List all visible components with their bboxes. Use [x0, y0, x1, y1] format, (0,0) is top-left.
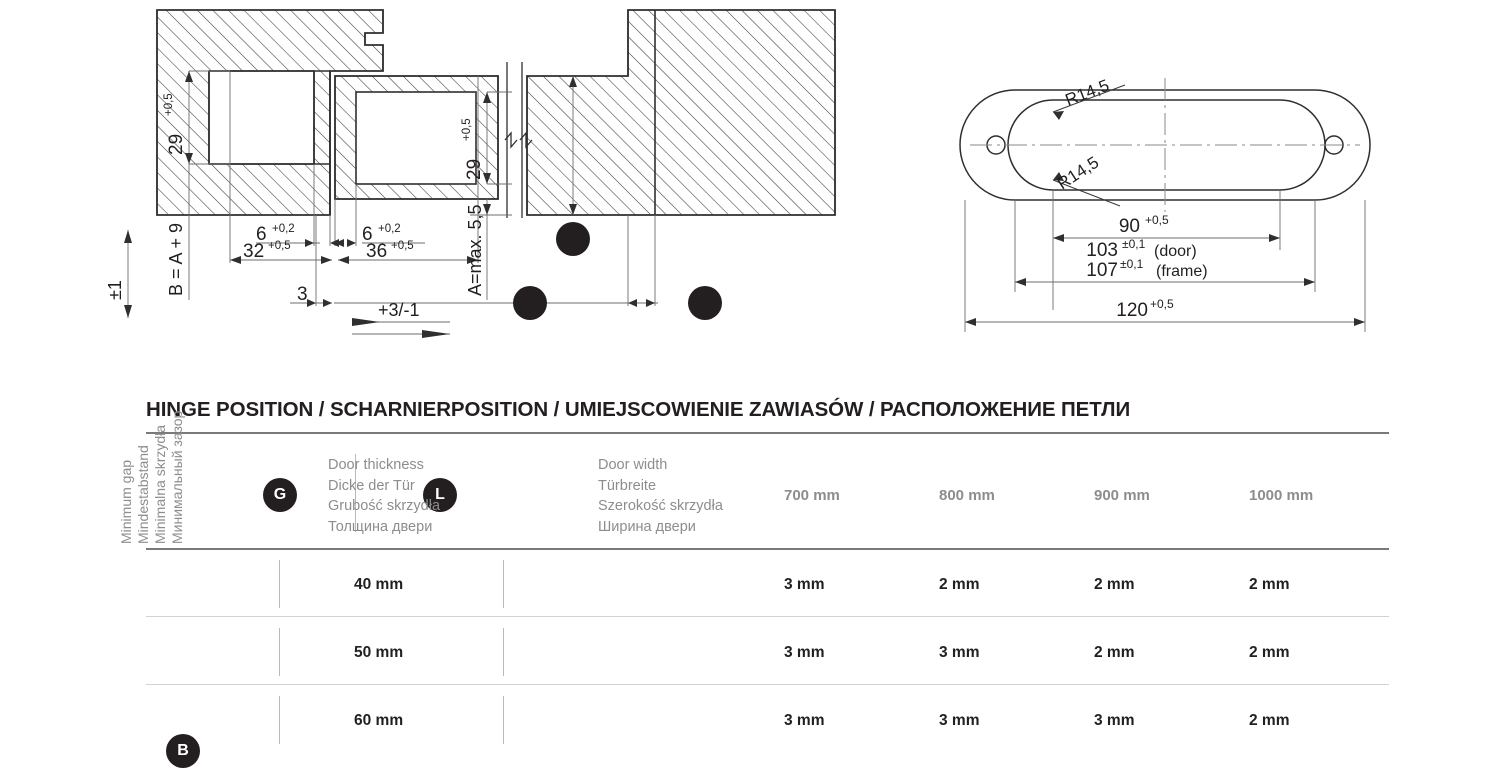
dim-107-tol: ±0,1	[1120, 257, 1144, 271]
door-thickness-ru: Толщина двери	[328, 518, 433, 535]
radius-label-1: R14,5	[1062, 75, 1112, 110]
dim-29-left-tol: +0,5	[163, 93, 175, 116]
cell-r0-c0: 3 mm	[784, 576, 825, 593]
dim-plusminus-1: ±1	[105, 280, 125, 300]
dim-36: 36	[366, 241, 388, 262]
dim-a-max: A=max. 5,5	[465, 204, 485, 296]
table-rule-top	[146, 432, 1389, 434]
dim-b-equals: B = A + 9	[166, 222, 186, 296]
dim-32-tol: +0,5	[268, 240, 291, 252]
dim-120-tol: +0,5	[1150, 297, 1174, 311]
hinge-plate-drawing	[940, 60, 1440, 350]
minimum-gap-ru: Минимальный зазор	[169, 410, 185, 544]
dim-107: 107	[1086, 260, 1118, 281]
dim-90: 90	[1118, 216, 1140, 237]
door-thickness-en: Door thickness	[328, 457, 424, 473]
cell-r1-c3: 2 mm	[1249, 644, 1290, 661]
cell-r0-c2: 2 mm	[1094, 576, 1135, 593]
cell-r0-c1: 2 mm	[939, 576, 980, 593]
hinge-position-table	[118, 410, 1389, 762]
radius-label-2: R14,5	[1053, 152, 1103, 194]
row-divider-left-2	[279, 628, 280, 676]
cell-r2-c3: 2 mm	[1249, 712, 1290, 729]
hinge-section-drawing	[0, 0, 900, 360]
page-title: HINGE POSITION / SCHARNIERPOSITION / UMIEJSCOWIENIE ZAWIASÓW / РАСПОЛОЖЕНИЕ ПЕТЛИ	[146, 398, 1131, 421]
door-width-en: Door width	[598, 457, 668, 473]
row-header-40mm: 40 mm	[354, 576, 404, 593]
door-width-pl: Szerokość skrzydła	[598, 498, 723, 514]
row-divider-left-3	[279, 696, 280, 744]
column-header-900: 900 mm	[1094, 487, 1150, 504]
cell-r2-c1: 3 mm	[939, 712, 980, 729]
door-thickness-pl: Grubość skrzydła	[328, 498, 441, 514]
dim-120: 120	[1116, 300, 1148, 321]
door-pocket	[356, 92, 476, 184]
dim-6-left: 6	[256, 224, 267, 245]
door-thickness-de: Dicke der Tür	[328, 477, 415, 494]
badge-l: L	[423, 478, 457, 512]
cell-r2-c0: 3 mm	[784, 712, 825, 729]
column-header-800: 800 mm	[939, 487, 995, 504]
dim-107-note: (frame)	[1156, 263, 1208, 280]
column-header-700: 700 mm	[784, 487, 840, 504]
cell-r1-c0: 3 mm	[784, 644, 825, 661]
dim-29-mid: 29	[464, 158, 485, 180]
badge-g-drawing-label: G	[566, 233, 580, 250]
door-width-ru: Ширина двери	[598, 518, 696, 535]
dim-90-tol: +0,5	[1145, 213, 1169, 227]
dim-6-right: 6	[362, 224, 373, 245]
door-width-header	[598, 455, 723, 537]
cell-r1-c1: 3 mm	[939, 644, 980, 661]
cell-r0-c3: 2 mm	[1249, 576, 1290, 593]
dim-29-left: 29	[166, 133, 187, 155]
minimum-gap-en: Minimum gap	[118, 459, 134, 544]
row-divider-right-3	[503, 696, 504, 744]
row-divider-right-2	[503, 628, 504, 676]
frame-pocket	[209, 71, 314, 164]
badge-b: B	[166, 734, 200, 768]
dim-29-mid-tol: +0,5	[461, 118, 473, 141]
table-rule-row-2	[146, 684, 1389, 685]
hinge-plate-svg	[940, 60, 1440, 350]
dim-6-left-tol: +0,2	[272, 223, 295, 235]
dim-103-tol: ±0,1	[1122, 237, 1146, 251]
badge-g: G	[263, 478, 297, 512]
dim-32: 32	[243, 241, 265, 262]
minimum-gap-de: Mindestabstand	[135, 445, 151, 544]
dim-103: 103	[1086, 240, 1118, 261]
badge-l-drawing-label: L	[525, 297, 535, 314]
hinge-section-svg	[0, 0, 900, 360]
column-header-1000: 1000 mm	[1249, 487, 1314, 504]
row-divider-right-1	[503, 560, 504, 608]
dim-plus3-minus1: +3/-1	[378, 300, 420, 320]
dim-6-right-tol: +0,2	[378, 223, 401, 235]
door-thickness-header	[328, 455, 440, 537]
row-header-50mm: 50 mm	[354, 644, 404, 661]
table-rule-row-1	[146, 616, 1389, 617]
dim-103-note: (door)	[1154, 243, 1197, 260]
cell-r2-c2: 3 mm	[1094, 712, 1135, 729]
row-divider-left-1	[279, 560, 280, 608]
drawing-badges	[513, 222, 722, 320]
dim-3: 3	[297, 284, 308, 305]
dim-36-tol: +0,5	[391, 240, 414, 252]
table-rule-header	[146, 548, 1389, 550]
cell-r1-c2: 2 mm	[1094, 644, 1135, 661]
door-width-de: Türbreite	[598, 477, 657, 494]
minimum-gap-pl: Minimalna skrzydła	[152, 424, 168, 544]
row-header-60mm: 60 mm	[354, 712, 404, 729]
badge-b-drawing-label: B	[699, 297, 711, 314]
